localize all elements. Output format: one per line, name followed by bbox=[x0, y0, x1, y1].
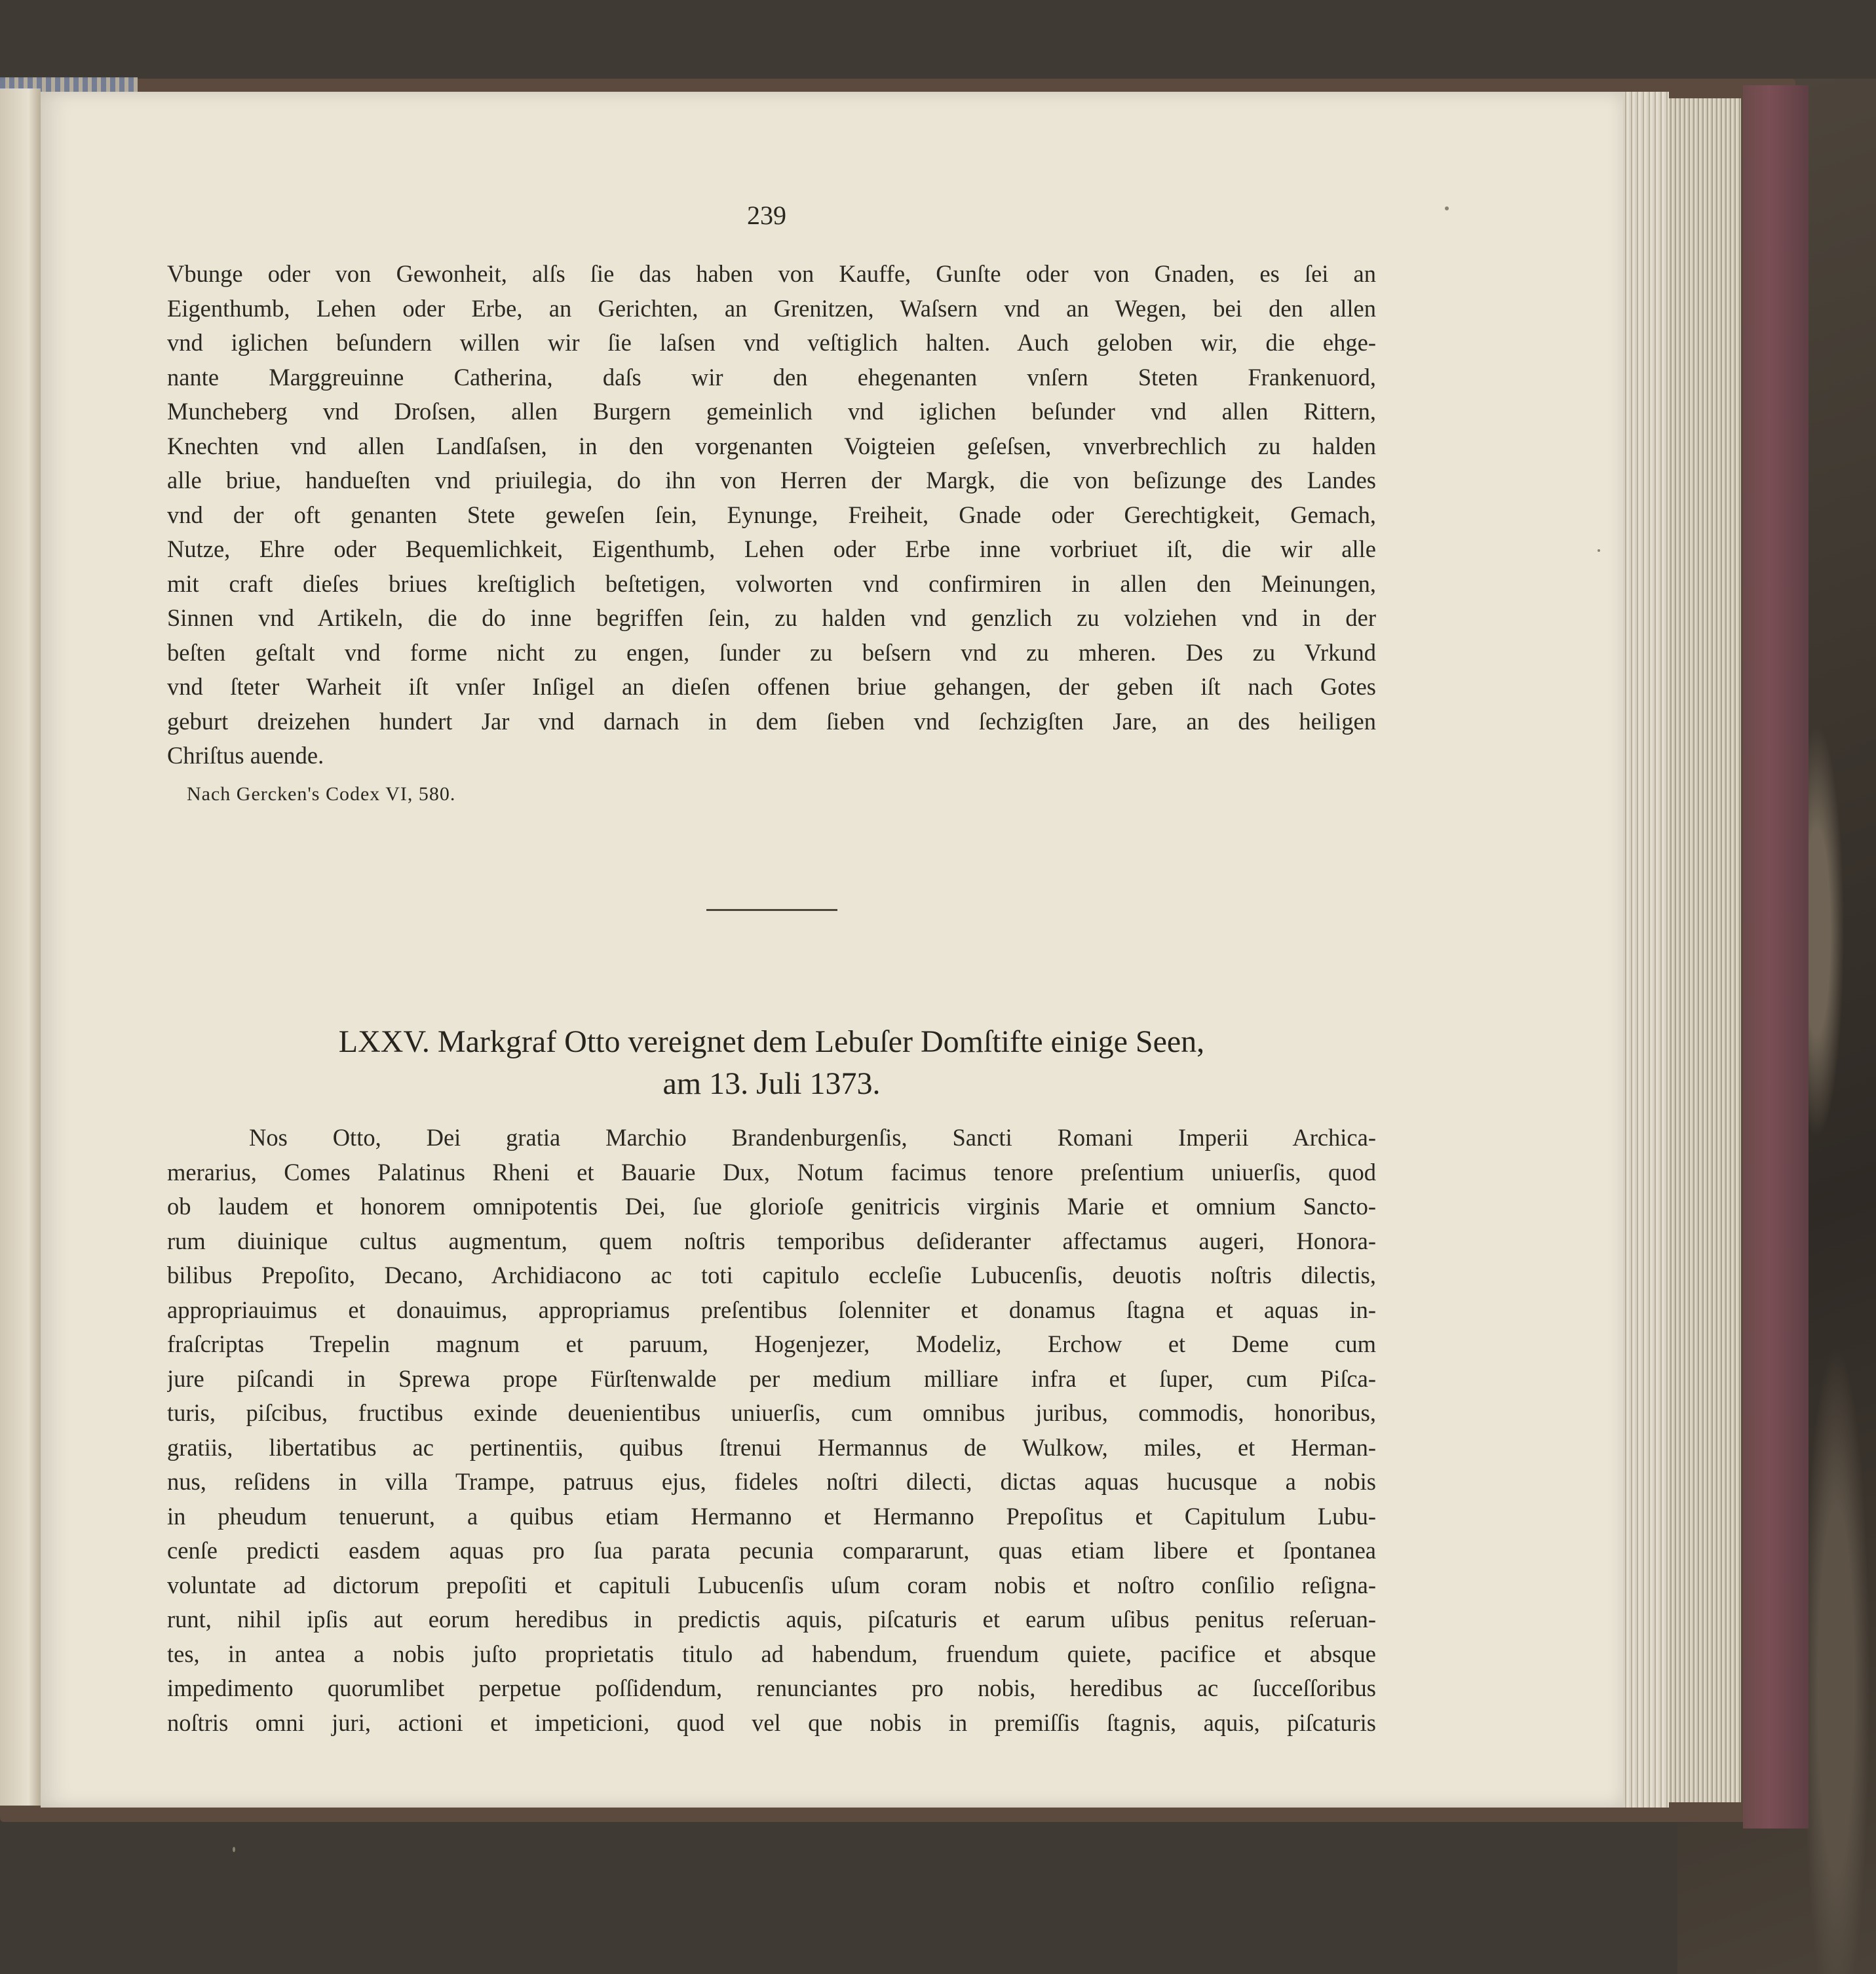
text-line: jure piſcandi in Sprewa prope Fürſtenwalde per medium milliare infra et ſuper, cum Piſca- bbox=[167, 1364, 1376, 1392]
text-line: nante Marggreuinne Catherina, daſs wir den ehegenanten vnſern Steten Frankenuord, bbox=[167, 363, 1376, 391]
text-line: voluntate ad dictorum prepoſiti et capituli Lubucenſis uſum coram nobis et noſtro conſilio reſigna- bbox=[167, 1571, 1376, 1598]
document-date: am 13. Juli 1373. bbox=[662, 1066, 881, 1101]
continuation-text bbox=[167, 257, 1376, 773]
text-line: ob laudem et honorem omnipotentis Dei, ſue glorioſe genitricis virginis Marie et omnium Sancto- bbox=[167, 1193, 1376, 1220]
text-line: Chriſtus auende. bbox=[167, 742, 324, 769]
page-number: 239 bbox=[747, 201, 786, 230]
section-divider bbox=[706, 909, 837, 911]
text-line: Muncheberg vnd Droſsen, allen Burgern gemeinlich vnd iglichen beſunder vnd allen Rittern, bbox=[167, 398, 1376, 425]
text-line: rum diuinique cultus augmentum, quem noſtris temporibus deſideranter affectamus augeri, Honora- bbox=[167, 1227, 1376, 1254]
text-line: merarius, Comes Palatinus Rheni et Bauarie Dux, Notum facimus tenore preſentium uniuerſis, quod bbox=[167, 1158, 1376, 1186]
text-line: fraſcriptas Trepelin magnum et paruum, Hogenjezer, Modeliz, Erchow et Deme cum bbox=[167, 1330, 1376, 1357]
text-line: gratiis, libertatibus ac pertinentiis, quibus ſtrenui Hermannus de Wulkow, miles, et Herman- bbox=[167, 1433, 1376, 1461]
left-page-sliver bbox=[0, 88, 41, 1806]
text-line: Vbunge oder von Gewonheit, alſs ſie das haben von Kauffe, Gunſte oder von Gnaden, es ſei an bbox=[167, 260, 1376, 287]
text-line: vnd iglichen beſundern willen wir ſie laſsen vnd veſtiglich halten. Auch geloben wir, die ehge- bbox=[167, 329, 1376, 356]
text-line: Nutze, Ehre oder Bequemlichkeit, Eigenthumb, Lehen oder Erbe inne vorbriuet iſt, die wir alle bbox=[167, 535, 1376, 562]
text-line: appropriauimus et donauimus, appropriamus preſentibus ſolenniter et donamus ſtagna et aquas in- bbox=[167, 1296, 1376, 1323]
document-heading bbox=[167, 1021, 1376, 1105]
document-title: LXXV. Markgraf Otto vereignet dem Lebuſer Domſtifte einige Seen, bbox=[338, 1024, 1205, 1059]
text-line: cenſe predicti easdem aquas pro ſua parata pecunia compararunt, quas etiam libere et ſpontanea bbox=[167, 1537, 1376, 1564]
paper-speck bbox=[1445, 206, 1449, 210]
text-line: beſten geſtalt vnd forme nicht zu engen, ſunder zu beſsern vnd zu mheren. Des zu Vrkund bbox=[167, 638, 1376, 666]
document-text bbox=[167, 1121, 1376, 1740]
text-line: impedimento quorumlibet perpetue poſſidendum, renunciantes pro nobis, heredibus ac ſucceſſoribus bbox=[167, 1674, 1376, 1701]
text-line: Sinnen vnd Artikeln, die do inne begriffen ſein, zu halden vnd genzlich zu volziehen vnd in der bbox=[167, 604, 1376, 631]
text-line: in pheudum tenuerunt, a quibus etiam Hermanno et Hermanno Prepoſitus et Capitulum Lubu- bbox=[167, 1502, 1376, 1530]
text-line: tes, in antea a nobis juſto proprietatis titulo ad habendum, fruendum quiete, pacifice et absque bbox=[167, 1640, 1376, 1667]
text-line: Nos Otto, Dei gratia Marchio Brandenburgenſis, Sancti Romani Imperii Archica- bbox=[249, 1124, 1376, 1151]
text-line: nus, reſidens in villa Trampe, patruus ejus, fideles noſtri dilecti, dictas aquas hucusque a nobis bbox=[167, 1468, 1376, 1495]
text-line: bilibus Prepoſito, Decano, Archidiacono ac toti capitulo eccleſie Lubucenſis, deuotis noſtris dilectis, bbox=[167, 1262, 1376, 1288]
text-line: mit craft dieſes briues kreſtiglich beſtetigen, volworten vnd confirmiren in allen den Meinungen, bbox=[167, 570, 1376, 597]
text-line: vnd ſteter Warheit iſt vnſer Inſigel an dieſen offenen briue gehangen, der geben iſt nach Gotes bbox=[167, 673, 1376, 700]
page-stack bbox=[1623, 92, 1669, 1808]
text-line: Eigenthumb, Lehen oder Erbe, an Gerichten, an Grenitzen, Waſsern vnd an Wegen, bei den allen bbox=[167, 294, 1376, 322]
text-line: geburt dreizehen hundert Jar vnd darnach in dem ſieben vnd ſechzigſten Jare, an des heiligen bbox=[167, 707, 1376, 735]
paper-speck bbox=[1598, 549, 1600, 552]
text-line: Knechten vnd allen Landſaſsen, in den vorgenanten Voigteien geſeſsen, vnverbrechlich zu halden bbox=[167, 432, 1376, 459]
source-citation: Nach Gercken's Codex VI, 580. bbox=[187, 783, 456, 805]
text-line: vnd der oft genanten Stete geweſen ſein, Eynunge, Freiheit, Gnade oder Gerechtigkeit, Gemach, bbox=[167, 501, 1376, 528]
page-stack-outer bbox=[1669, 98, 1741, 1802]
paper-speck bbox=[233, 1847, 235, 1852]
text-line: runt, nihil ipſis aut eorum heredibus in predictis aquis, piſcaturis et earum uſibus penitus reſeruan- bbox=[167, 1606, 1376, 1633]
text-line: turis, piſcibus, fructibus exinde deuenientibus uniuerſis, cum omnibus juribus, commodis, honoribus, bbox=[167, 1399, 1376, 1426]
text-line: noſtris omni juri, actioni et impeticioni, quod vel que nobis in premiſſis ſtagnis, aquis, piſcaturis bbox=[167, 1709, 1376, 1736]
book-cover-edge bbox=[1743, 85, 1809, 1829]
text-line: alle briue, handueſten vnd priuilegia, do ihn von Herren der Margk, die von beſizunge des Landes bbox=[167, 467, 1376, 494]
